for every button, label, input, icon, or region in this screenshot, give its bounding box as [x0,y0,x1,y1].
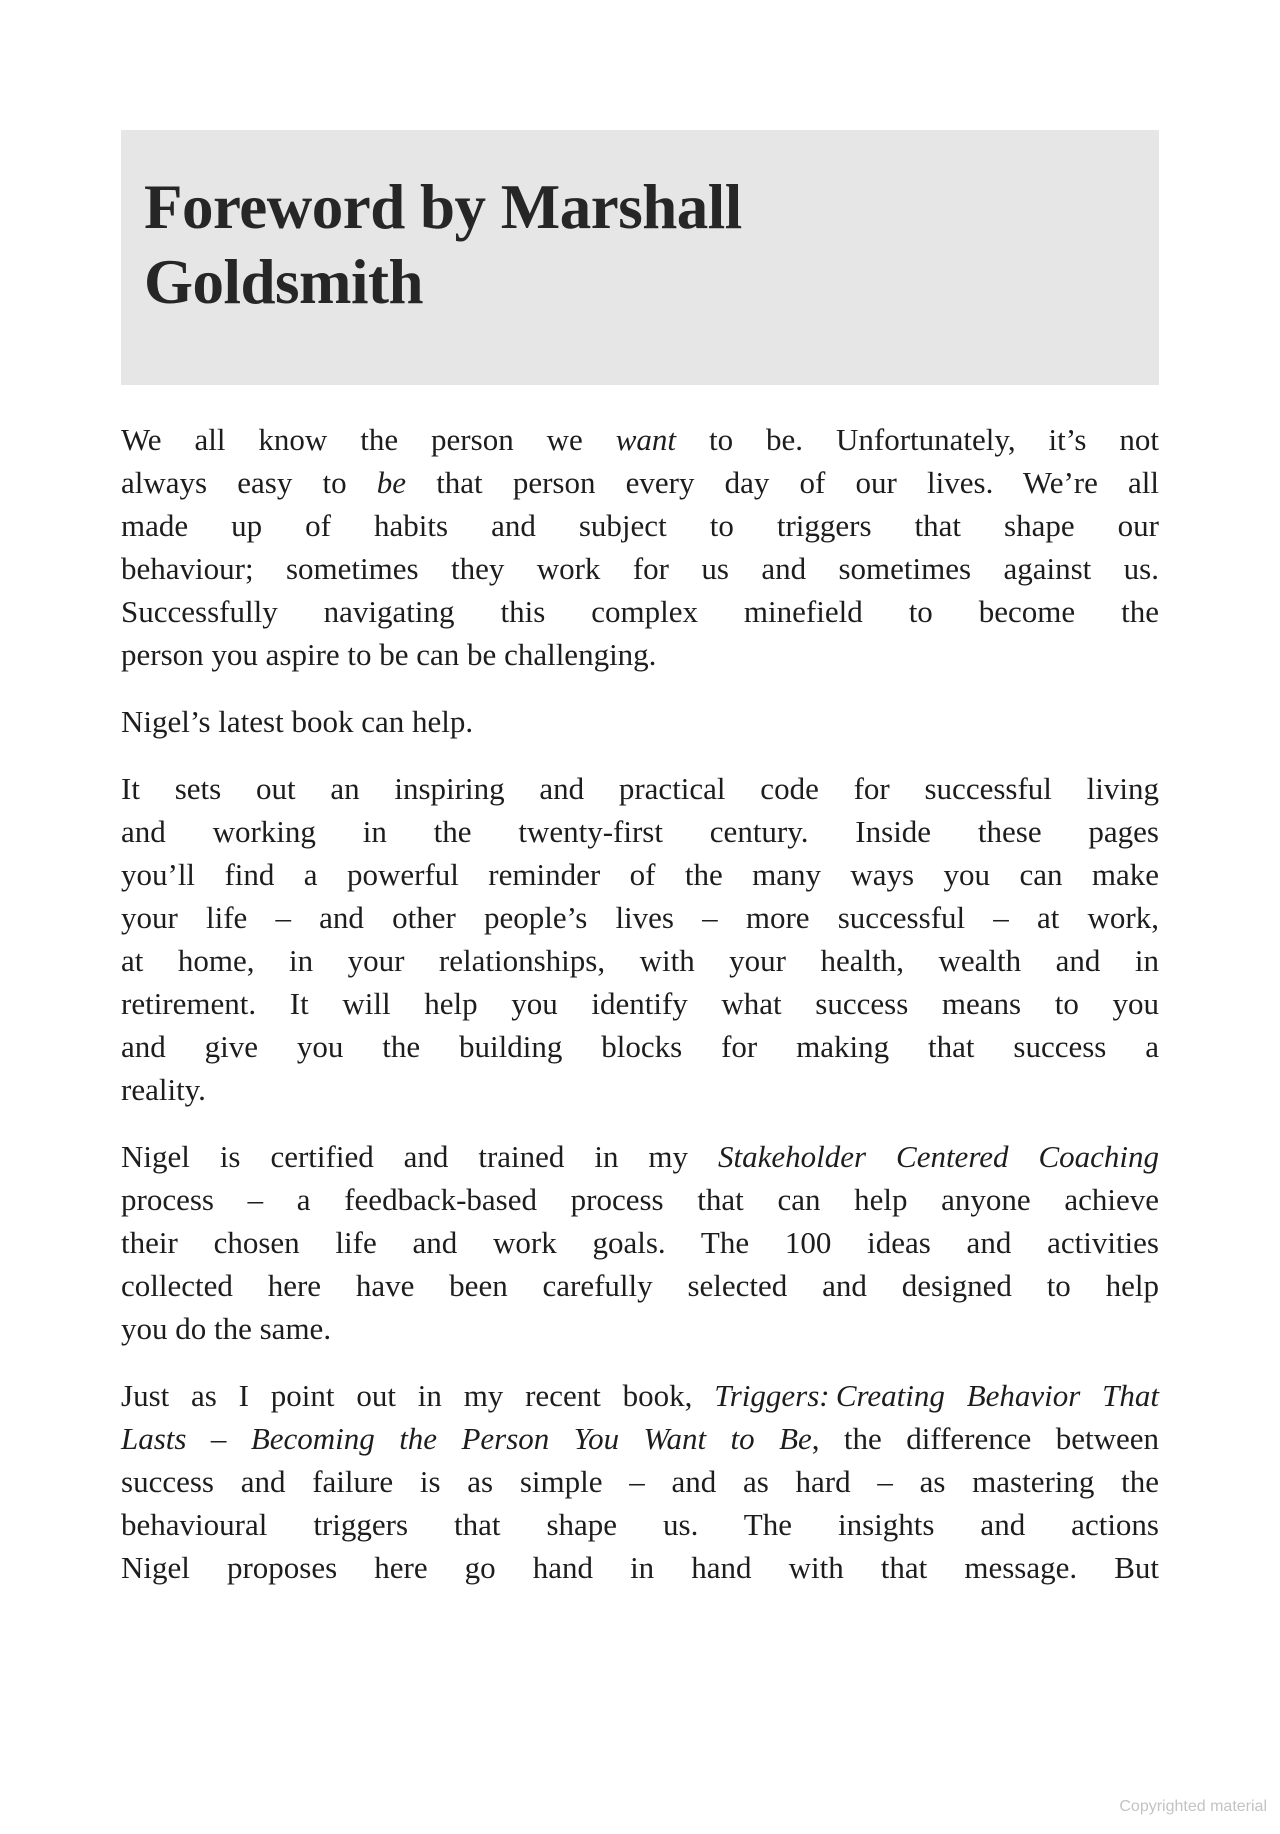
text-line: at home, in your relationships, with your health, wealth and in [121,943,1159,978]
text-line: and working in the twenty-first century. Inside these pages [121,814,1159,849]
text-line: Just as I point out in my recent book, Triggers: Creating Behavior That [121,1378,1160,1413]
text-line: Successfully navigating this complex minefield to become the [121,594,1159,629]
paragraph [121,700,1159,743]
text-line: Nigel’s latest book can help. [121,704,474,739]
paragraph [121,767,1159,1111]
text-line: Nigel is certified and trained in my Stakeholder Centered Coaching [121,1139,1159,1174]
text-line: success and failure is as simple – and as hard – as mastering the [121,1464,1159,1499]
text-line: you do the same. [121,1311,332,1346]
text-line: always easy to be that person every day of our lives. We’re all [121,465,1160,500]
chapter-header [121,130,1159,385]
text-line: reality. [121,1072,206,1107]
text-line: behavioural triggers that shape us. The insights and actions [121,1507,1159,1542]
text-line: collected here have been carefully selected and designed to help [121,1268,1159,1303]
text-line: behaviour; sometimes they work for us and sometimes against us. [121,551,1159,586]
text-line: made up of habits and subject to triggers that shape our [121,508,1159,543]
text-line: their chosen life and work goals. The 100 ideas and activities [121,1225,1159,1260]
text-line: person you aspire to be can be challenging. [121,637,657,672]
text-line: you’ll find a powerful reminder of the many ways you can make [121,857,1159,892]
chapter-title [144,170,1129,320]
foreword-body-text [121,418,1159,1613]
text-line: Lasts – Becoming the Person You Want to Be, the difference between [121,1421,1159,1456]
text-line: process – a feedback-based process that can help anyone achieve [121,1182,1159,1217]
paragraph [121,418,1159,676]
copyright-notice: Copyrighted material [1119,1798,1267,1815]
text-line: We all know the person we want to be. Unfortunately, it’s not [121,422,1160,457]
chapter-title-line-1: Foreword by Marshall [144,172,742,242]
text-line: and give you the building blocks for making that success a [121,1029,1159,1064]
paragraph [121,1135,1159,1350]
text-line: your life – and other people’s lives – more successful – at work, [121,900,1159,935]
text-line: It sets out an inspiring and practical code for successful living [121,771,1159,806]
paragraph [121,1374,1159,1589]
chapter-title-line-2: Goldsmith [144,247,424,317]
text-line: Nigel proposes here go hand in hand with that message. But [121,1550,1159,1585]
text-line: retirement. It will help you identify what success means to you [121,986,1159,1021]
